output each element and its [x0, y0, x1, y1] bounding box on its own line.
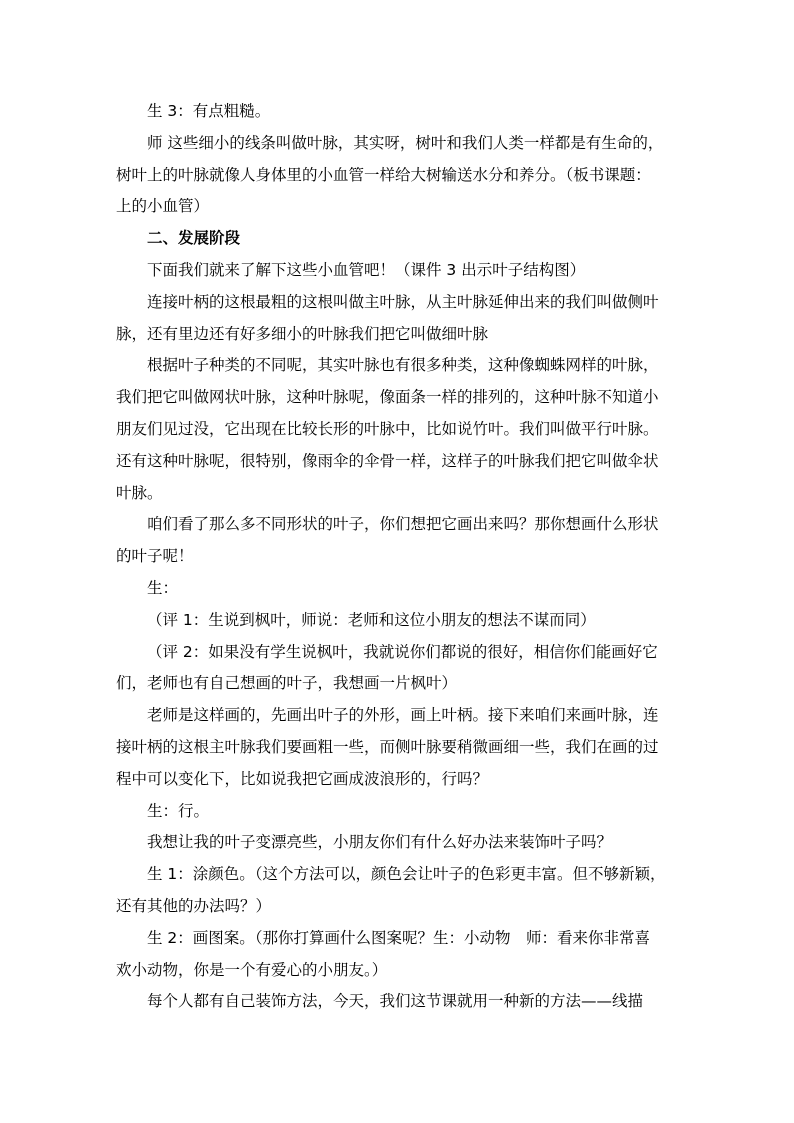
- text-line: 脉，还有里边还有好多细小的叶脉我们把它叫做细叶脉: [116, 324, 489, 343]
- text-line: 上的小血管）: [116, 197, 210, 216]
- text-line: 咱们看了那么多不同形状的叶子，你们想把它画出来吗？那你想画什么形状: [147, 515, 659, 534]
- section-heading: 二、发展阶段: [147, 229, 241, 248]
- text-line: 接叶柄的这根主叶脉我们要画粗一些，而侧叶脉要稍微画细一些，我们在画的过: [116, 737, 659, 756]
- text-line: 生：: [147, 578, 179, 597]
- text-line: 每个人都有自己装饰方法，今天，我们这节课就用一种新的方法——线描: [147, 992, 644, 1011]
- text-line: 还有其他的办法吗？）: [116, 896, 272, 915]
- text-line: 树叶上的叶脉就像人身体里的小血管一样给大树输送水分和养分。（板书课题：: [116, 165, 651, 184]
- document-page: [116, 96, 672, 1018]
- text-line: 我想让我的叶子变漂亮些，小朋友你们有什么好办法来装饰叶子吗？: [147, 833, 613, 852]
- text-line: 下面我们就来了解下这些小血管吧！（课件 3 出示叶子结构图）: [147, 260, 586, 279]
- text-line: 我们把它叫做网状叶脉，这种叶脉呢，像面条一样的排列的，这种叶脉不知道小: [116, 388, 659, 407]
- text-line: 朋友们见过没，它出现在比较长形的叶脉中，比如说竹叶。我们叫做平行叶脉。: [116, 419, 659, 438]
- text-line: 欢小动物，你是一个有爱心的小朋友。）: [116, 960, 388, 979]
- text-line: （评 1：生说到枫叶，师说：老师和这位小朋友的想法不谋而同）: [147, 610, 596, 629]
- text-line: 们，老师也有自己想画的叶子，我想画一片枫叶）: [116, 674, 458, 693]
- text-line: 叶脉。: [116, 483, 163, 502]
- text-line: 还有这种叶脉呢，很特别，像雨伞的伞骨一样，这样子的叶脉我们把它叫做伞状: [116, 451, 659, 470]
- text-line: 生 3：有点粗糙。: [147, 102, 271, 120]
- text-line: 连接叶柄的这根最粗的这根叫做主叶脉，从主叶脉延伸出来的我们叫做侧叶: [147, 292, 659, 311]
- text-line: 根据叶子种类的不同呢，其实叶脉也有很多种类，这种像蜘蛛网样的叶脉，: [147, 356, 659, 375]
- text-line: 生 1：涂颜色。（这个方法可以，颜色会让叶子的色彩更丰富。但不够新颖，: [147, 865, 666, 884]
- text-line: 师 这些细小的线条叫做叶脉，其实呀，树叶和我们人类一样都是有生命的，: [147, 133, 664, 152]
- text-line: 老师是这样画的，先画出叶子的外形，画上叶柄。接下来咱们来画叶脉，连: [147, 706, 659, 725]
- text-line: 生：行。: [147, 801, 210, 820]
- text-line: 程中可以变化下，比如说我把它画成波浪形的，行吗？: [116, 769, 489, 788]
- text-line: （评 2：如果没有学生说枫叶，我就说你们都说的很好，相信你们能画好它: [147, 642, 658, 661]
- text-line: 生 2：画图案。（那你打算画什么图案呢？生：小动物 师：看来你非常喜: [147, 928, 651, 947]
- text-line: 的叶子呢！: [116, 547, 194, 566]
